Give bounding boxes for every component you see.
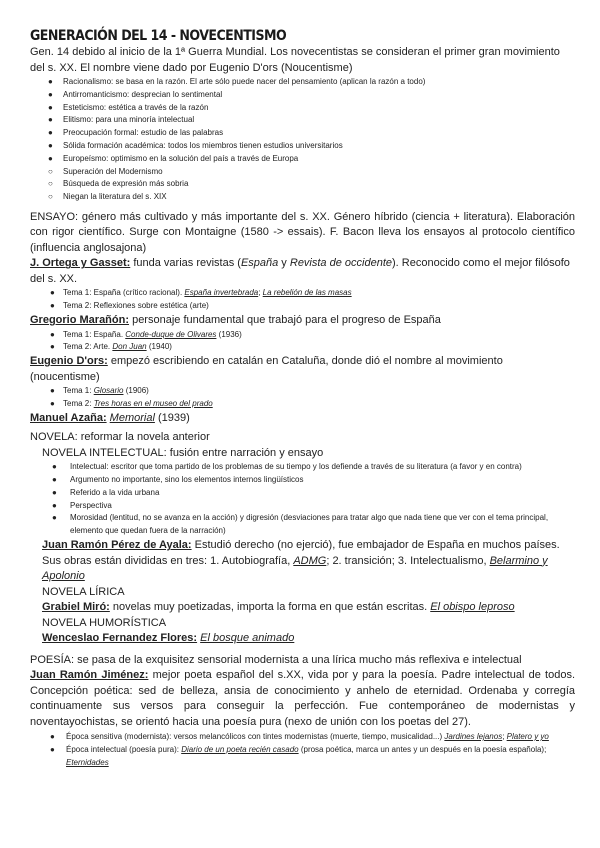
list-item: ● Morosidad (lentitud, no se avanza en la acción) y digresión (desviaciones para tratar algo que nada tiene que ver con el tema principal, elemento que quedan fuera de la narración) [52, 513, 549, 536]
bullet-icon: ● [52, 500, 57, 510]
list-item: ● Perspectiva [30, 500, 575, 513]
bullet-icon: ● [50, 288, 55, 298]
list-item: ● Referido a la vida urbana [30, 487, 575, 500]
azana-paragraph: Manuel Azaña: Memorial (1939) [30, 411, 190, 424]
intro-line-1: Gen. 14 debido al inicio de la 1ª Guerra Mundial. Los novecentistas se consideran el primer gran movimiento [30, 46, 560, 58]
list-item: ● Antirromanticismo: desprecian lo sentimental [30, 89, 575, 102]
bullet-icon: ● [50, 386, 55, 396]
flores-paragraph: Wenceslao Fernandez Flores: El bosque animado [42, 632, 295, 645]
hollow-bullet-icon: ○ [48, 192, 53, 202]
bullet-icon: ● [52, 462, 57, 472]
dors-list [30, 385, 575, 411]
bullet-icon: ● [50, 301, 55, 311]
bullet-icon: ● [50, 745, 55, 755]
jimenez-paragraph: Juan Ramón Jiménez: mejor poeta español del s.XX, vida por y para la poesía. Padre intelectual de todos. Concepción poética: sed de belleza, ansia de conocimiento y anhelo de eternidad. Ordenaba y corregía continuamente sus versos para conseguir la perfección. Fue contemporáneo de modernistas y noventayochistas, se orientó hacia una poesía pura (nexo de unión con los poetas del 27). [30, 669, 576, 728]
bullet-icon: ● [48, 102, 53, 112]
bullet-icon: ● [52, 513, 57, 523]
list-item: ● Tema 2: Tres horas en el museo del prado [30, 398, 575, 411]
author-name: Wenceslao Fernandez Flores: [42, 632, 198, 645]
author-name: Eugenio D'ors: [30, 355, 108, 368]
intro-line-2: del s. XX. El nombre viene dado por Eugenio D'ors (Noucentisme) [30, 61, 353, 74]
ortega-list [30, 287, 575, 313]
novela-intelectual-heading: NOVELA INTELECTUAL: fusión entre narración y ensayo [42, 446, 324, 459]
list-item: ● Época sensitiva (modernista): versos melancólicos con tintes modernistas (muerte, tiempo, musicalidad...) Jardines lejanos; Platero y yo [50, 732, 549, 742]
author-name: Manuel Azaña: [30, 411, 107, 424]
novela-heading: NOVELA: reformar la novela anterior [30, 431, 210, 444]
hollow-bullet-icon: ○ [48, 179, 53, 189]
list-item: ● Racionalismo: se basa en la razón. El arte sólo puede nacer del pensamiento (aplican la razón a todo) [30, 76, 575, 89]
bullet-icon: ● [48, 115, 53, 125]
list-item: ● Argumento no importante, sino los elementos internos lingüísticos [30, 474, 575, 487]
maranon-list [30, 329, 575, 355]
list-item: ● Tema 1: Glosario (1906) [30, 385, 575, 398]
features-list [30, 76, 575, 204]
list-item: ● Elitismo: para una minoría intelectual [30, 114, 575, 127]
list-item: ○ Superación del Modernismo [30, 166, 575, 179]
dors-paragraph: Eugenio D'ors: empezó escribiendo en catalán en Cataluña, donde dió el nombre al movimiento (noucentisme) [30, 355, 503, 383]
list-item: ● Europeísmo: optimismo en la solución del país a través de Europa [30, 153, 575, 166]
bullet-icon: ● [52, 487, 57, 497]
novela-humoristica-heading: NOVELA HUMORÍSTICA [42, 616, 167, 629]
list-item: ● Intelectual: escritor que toma partido de los problemas de su tiempo y los defiende a través de su literatura (a favor y en contra) [30, 461, 575, 474]
maranon-paragraph: Gregorio Marañón: personaje fundamental que trabajó para el progreso de España [30, 314, 441, 327]
miro-paragraph: Grabiel Miró: novelas muy poetizadas, importa la forma en que están escritas. El obispo leproso [42, 601, 515, 614]
author-name: J. Ortega y Gasset: [30, 257, 131, 270]
poesia-heading: POESÍA: se pasa de la exquisitez sensorial modernista a una lírica mucho más reflexiva e intelectual [30, 653, 522, 666]
list-item: ● Sólida formación académica: todos los miembros tienen estudios universitarios [30, 140, 575, 153]
author-name: Grabiel Miró: [42, 601, 110, 614]
bullet-icon: ● [48, 77, 53, 86]
ayala-paragraph: Juan Ramón Pérez de Ayala: Estudió derecho (no ejerció), fue embajador de España en muchos países. Sus obras están divididas en tres: 1. Autobiografía, ADMG; 2. transición; 3. Intelectualismo, Belarmino y Apolonio [42, 539, 560, 583]
hollow-bullet-icon: ○ [48, 166, 53, 176]
bullet-icon: ● [50, 398, 55, 408]
bullet-icon: ● [50, 732, 55, 742]
list-item: ● Tema 1: España. Conde-duque de Olivares (1936) [30, 329, 575, 342]
bullet-icon: ● [50, 329, 55, 339]
bullet-icon: ● [48, 89, 53, 99]
novela-lirica-heading: NOVELA LÍRICA [42, 585, 125, 598]
ensayo-paragraph: ENSAYO: género más cultivado y más importante del s. XX. Género híbrido (ciencia + literatura). Elaboración con rigor científico. Surge con Montaigne (1580 -> essais). F. Bacon lleva los ensayos al protocolo científico (influencia anglosajona) [30, 210, 575, 254]
author-name: Juan Ramón Jiménez: [30, 669, 149, 682]
author-name: Juan Ramón Pérez de Ayala: [42, 539, 192, 552]
list-item: ○ Búsqueda de expresión más sobria [30, 178, 575, 191]
author-name: Gregorio Marañón: [30, 314, 130, 327]
bullet-icon: ● [52, 475, 57, 485]
ortega-paragraph: J. Ortega y Gasset: funda varias revistas (España y Revista de occidente). Reconocido como el mejor filósofo del s. XX. [30, 257, 570, 285]
novela-list [30, 461, 575, 538]
list-item: ● Tema 1: España (crítico racional). España invertebrada; La rebelión de las masas [30, 287, 575, 300]
bullet-icon: ● [48, 153, 53, 163]
bullet-icon: ● [50, 342, 55, 352]
document-page [30, 28, 575, 769]
list-item: ● Época intelectual (poesía pura): Diario de un poeta recién casado (prosa poética, marca un antes y un después en la poesía española); Eternidades [50, 745, 547, 768]
bullet-icon: ● [48, 140, 53, 150]
list-item: ● Preocupación formal: estudio de las palabras [30, 127, 575, 140]
list-item: ● Tema 2: Arte. Don Juan (1940) [30, 341, 575, 354]
list-item: ● Tema 2: Reflexiones sobre estética (arte) [30, 300, 575, 313]
list-item: ○ Niegan la literatura del s. XIX [30, 191, 575, 204]
bullet-icon: ● [48, 128, 53, 138]
poesia-list [30, 730, 575, 769]
page-title: GENERACIÓN DEL 14 - NOVECENTISMO [30, 28, 287, 44]
list-item: ● Esteticismo: estética a través de la razón [30, 102, 575, 115]
